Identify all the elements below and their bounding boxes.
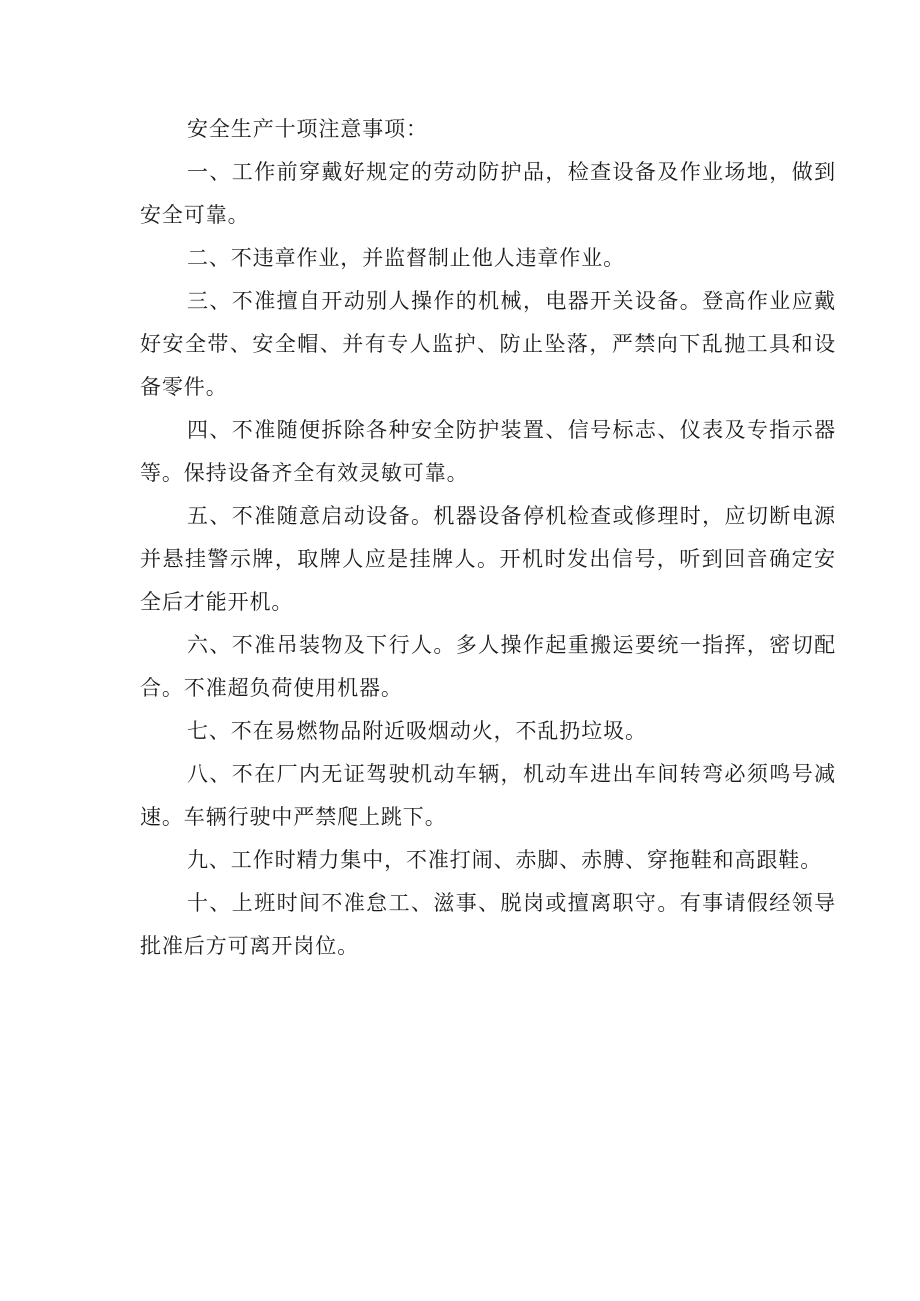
rule-item-2: 二、不违章作业，并监督制止他人违章作业。: [187, 246, 625, 270]
rule-item-4: 四、不准随便拆除各种安全防护装置、信号标志、仪表及专指示器等。保持设备齐全有效灵敏可靠。: [140, 418, 836, 485]
document-title: 安全生产十项注意事项：: [187, 117, 428, 141]
rule-item-3: 三、不准擅自开动别人操作的机械，电器开关设备。登高作业应戴好安全带、安全帽、并有专人监护、防止坠落，严禁向下乱抛工具和设备零件。: [140, 289, 836, 399]
rule-item-10: 十、上班时间不准怠工、滋事、脱岗或擅离职守。有事请假经领导批准后方可离开岗位。: [140, 891, 836, 958]
rule-item-1: 一、工作前穿戴好规定的劳动防护品，检查设备及作业场地，做到安全可靠。: [140, 160, 836, 227]
document-body: [140, 108, 836, 968]
rule-item-9: 九、工作时精力集中，不准打闹、赤脚、赤膊、穿拖鞋和高跟鞋。: [187, 848, 823, 872]
rule-item-5: 五、不准随意启动设备。机器设备停机检查或修理时，应切断电源并悬挂警示牌，取牌人应是挂牌人。开机时发出信号，听到回音确定安全后才能开机。: [140, 504, 836, 614]
rule-item-6: 六、不准吊装物及下行人。多人操作起重搬运要统一指挥，密切配合。不准超负荷使用机器。: [140, 633, 836, 700]
rule-item-8: 八、不在厂内无证驾驶机动车辆，机动车进出车间转弯必须鸣号减速。车辆行驶中严禁爬上跳下。: [140, 762, 836, 829]
rule-item-7: 七、不在易燃物品附近吸烟动火，不乱扔垃圾。: [187, 719, 647, 743]
